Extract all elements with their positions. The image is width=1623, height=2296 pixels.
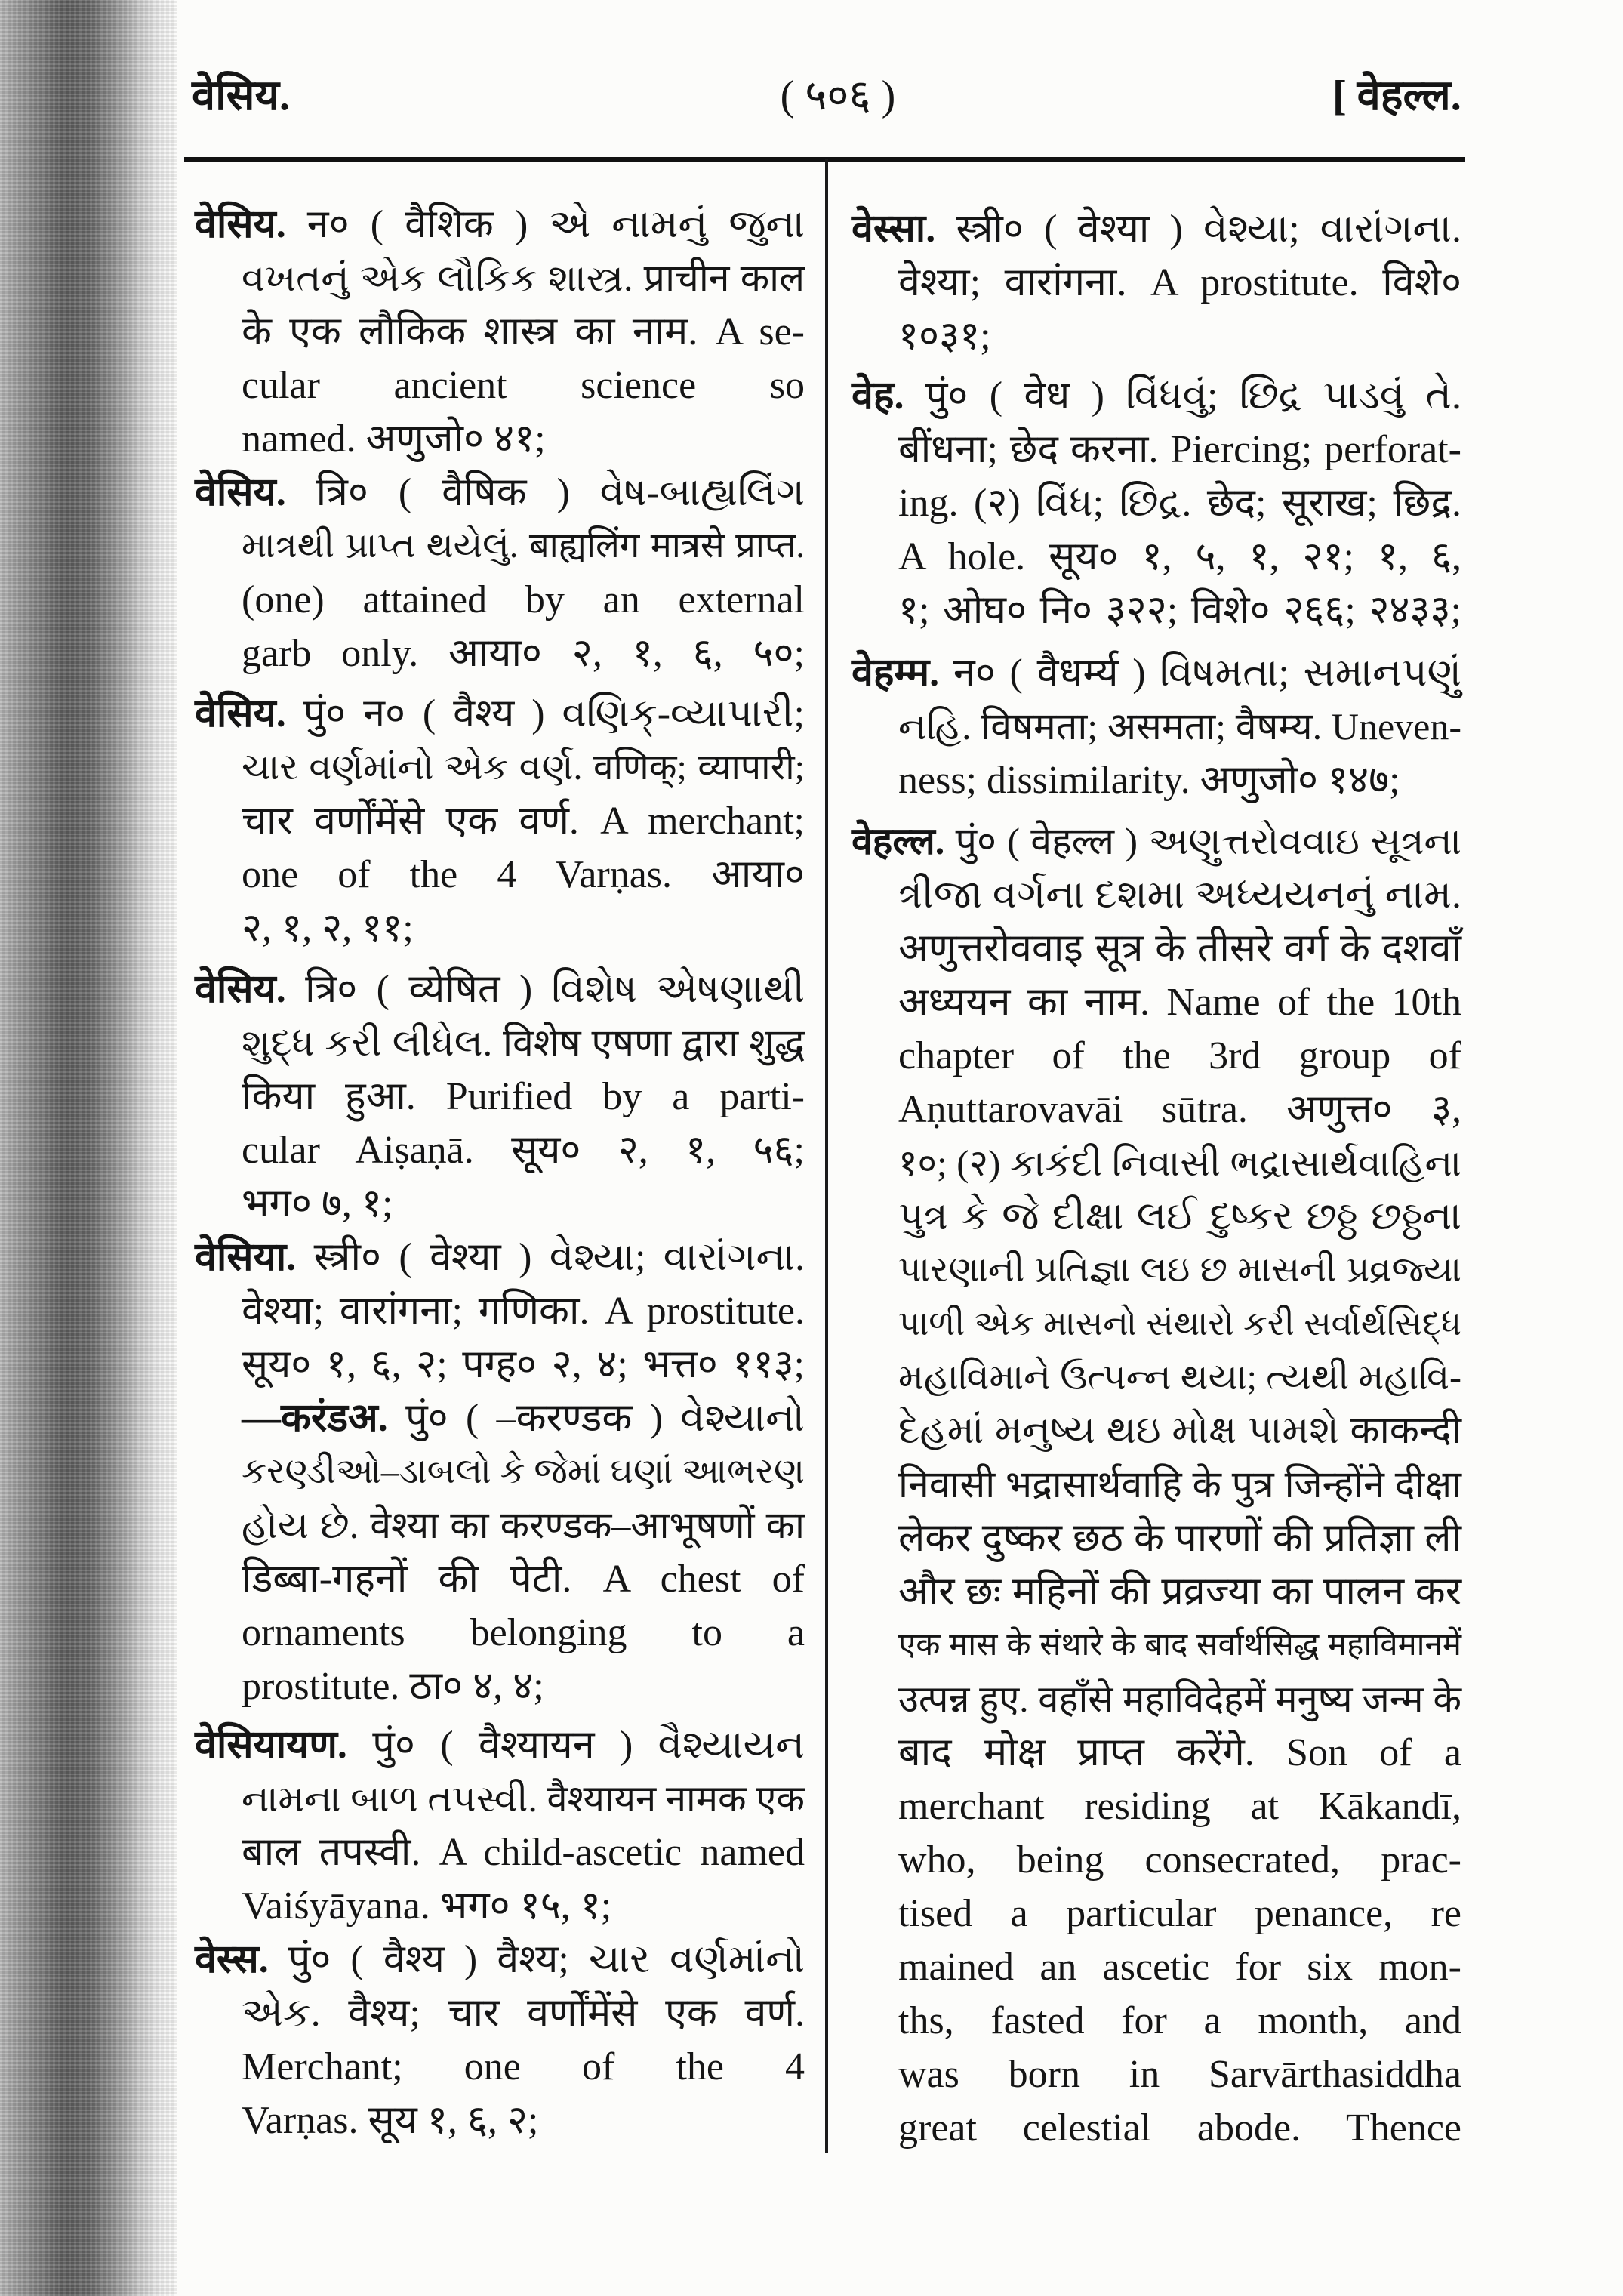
entry-line: के एक लौकिक शास्त्र का नाम. A se- <box>242 310 805 353</box>
dictionary-entry <box>195 1933 805 2147</box>
entry-line: named. अणुजो० ४१; <box>242 418 546 461</box>
entry-line: ornaments belonging to a <box>242 1611 805 1654</box>
entry-line: उत्पन्न हुए. वहाँसे महाविदेहमें मनुष्य जन्म के <box>898 1678 1461 1720</box>
dictionary-entry <box>852 815 1461 2155</box>
entry-text: पुं० ( –करण्डक ) વેશ્યાનો <box>405 1397 805 1440</box>
entry-line: वेश्या; वारांगना; गणिका. A prostitute. <box>242 1290 805 1333</box>
dictionary-entry <box>195 466 805 680</box>
entry-headword: वेहल्ल. <box>852 820 945 862</box>
entry-headword: वेह. <box>852 374 904 418</box>
entry-line: अध्ययन का नाम. Name of the 10th <box>898 981 1461 1024</box>
running-head-left: वेसिय. <box>192 72 290 119</box>
entry-text: न० ( वैशिक ) એ નામનું જુના <box>306 203 805 246</box>
entry-line: ing. (२) વિંધ; છિદ્ર. छेद; सूराख; छिद्र. <box>898 482 1461 525</box>
entry-line: बाद मोक्ष प्राप्त करेंगे. Son of a <box>898 1731 1461 1774</box>
entry-line: one of the 4 Varṇas. आया० <box>242 853 805 896</box>
entry-line: डिब्बा-गहनों की पेटी. A chest of <box>242 1558 805 1601</box>
entry-line: cular Aiṣaṇā. सूय० २, १, ५६; <box>242 1129 805 1172</box>
entry-line: વખતનું એક લૌકિક શાસ્ત્ર. प्राचीन काल <box>242 257 805 299</box>
entry-text: पुं० न० ( वैश्य ) વણિક્-વ્યાપારી; <box>303 692 805 735</box>
entry-text: पुं० ( वेध ) વિંધવું; છિદ્ર પાડવું તે. <box>925 374 1461 418</box>
entry-line: वेश्या; वारांगना. A prostitute. विशे० <box>898 261 1461 304</box>
entry-line: और छः महिनों की प्रव्रज्या का पालन कर <box>898 1570 1461 1613</box>
entry-line: મહાવિમાને ઉત્પન્ન થયા; ત્યથી મહાવિ- <box>898 1358 1461 1398</box>
entry-line: Aṇuttarovavāi sūtra. अणुत्त० ३, <box>898 1088 1461 1131</box>
entry-line <box>195 198 805 251</box>
entry-line: Vaiśyāyana. भग० १५, १; <box>242 1885 612 1928</box>
running-head-right: [ वेहल्ल. <box>1332 72 1461 119</box>
entry-line: mained an ascetic for six mon- <box>898 1946 1461 1989</box>
right-column <box>852 202 1461 2155</box>
entry-line: किया हुआ. Purified by a parti- <box>242 1075 805 1118</box>
entry-line: बींधना; छेद करना. Piercing; perforat- <box>898 428 1461 471</box>
entry-line: अणुत्तरोववाइ सूत्र के तीसरे वर्ग के दशवाँ <box>898 927 1461 970</box>
entry-text: पुं० ( वैश्यायन ) વૈશ્યાયન <box>372 1724 805 1767</box>
entry-line: chapter of the 3rd group of <box>898 1034 1461 1077</box>
entry-headword: वेसिय. <box>195 692 286 735</box>
entry-text: पुं० ( वैश्य ) वैश्य; ચાર વર્ણમાંનો <box>288 1938 805 1981</box>
entry-line: who, being consecrated, prac- <box>898 1838 1461 1881</box>
entry-headword: वेसियायण. <box>195 1724 347 1767</box>
entry-line <box>195 1231 805 1284</box>
entry-line: A hole. सूय० १, ५, १, २१; १, ६, <box>898 535 1461 578</box>
entry-headword: वेस्सा. <box>852 208 936 251</box>
entry-line: પુત્ર કે જે દીક્ષા લઈ દુષ્કર છઠ્ઠ છઠ્ઠના <box>898 1195 1461 1238</box>
entry-text: न० ( वैधर्म्य ) વિષમતા; સમાનપણું <box>953 652 1462 695</box>
entry-line <box>195 1718 805 1772</box>
entry-line: cular ancient science so <box>242 364 805 407</box>
entry-line <box>195 963 805 1016</box>
entry-line: tised a particular penance, re <box>898 1892 1461 1935</box>
entry-line <box>195 1933 805 1986</box>
entry-headword: वेसिय. <box>195 968 286 1011</box>
entry-line: એક. वैश्य; चार वर्णोंमेंसे एक वर्ण. <box>242 1992 805 2035</box>
entry-line: શુદ્ધ કરી લીધેલ. विशेष एषणा द्वारा शुद्ध <box>242 1022 805 1064</box>
left-column <box>195 198 805 2147</box>
entry-line: १; ओघ० नि० ३२२; विशे० २६६; २४३३; <box>898 589 1461 632</box>
entry-line: પાળી એક માસનો સંથારો કરી સર્વાર્થસિદ્ધ <box>898 1305 1461 1342</box>
subentry-headword: —करंडअ. <box>242 1397 388 1440</box>
entry-line: लेकर दुष्कर छठ के पारणों की प्रतिज्ञा ली <box>898 1517 1461 1560</box>
entry-line <box>195 466 805 519</box>
entry-line: निवासी भद्रासार्थवाहि के पुत्र जिन्होंने दीक्षा <box>898 1463 1461 1505</box>
dictionary-entry <box>195 963 805 1231</box>
entry-line: Merchant; one of the 4 <box>242 2045 805 2088</box>
entry-line <box>852 815 1461 868</box>
entry-line: was born in Sarvārthasiddha <box>898 2053 1461 2096</box>
dictionary-entry <box>852 202 1461 363</box>
entry-line: great celestial abode. Thence <box>898 2106 1461 2150</box>
entry-line: ચાર વર્ણમાંનો એક વર્ણ. वणिक्; व्यापारी; <box>242 747 805 787</box>
entry-line: હોય છે. वेश्या का करण्डक–आभूषणों का <box>242 1504 805 1546</box>
entry-line: પારણાની પ્રતિજ્ઞા લઇ છ માસની પ્રવ્રજ્યા <box>898 1250 1461 1290</box>
entry-line: નામના બાળ તપસ્વી. वैश्यायन नामक एक <box>242 1778 805 1820</box>
entry-line: garb only. आया० २, १, ६, ५०; <box>242 632 805 675</box>
entry-text: त्रि० ( व्येषित ) વિશેષ એષણાથી <box>305 968 805 1011</box>
entry-line: નહિ. विषमता; असमता; वैषम्य. Uneven- <box>898 705 1461 747</box>
entry-headword: वेसिय. <box>195 471 286 514</box>
entry-line: merchant residing at Kākandī, <box>898 1785 1461 1828</box>
entry-text: त्रि० ( वैषिक ) વેષ-બાહ્યલિંગ <box>316 471 805 514</box>
entry-line: Varṇas. सूय १, ६, २; <box>242 2099 539 2142</box>
dictionary-entry <box>852 646 1461 807</box>
entry-line: ths, fasted for a month, and <box>898 1999 1461 2042</box>
dictionary-entry <box>195 687 805 955</box>
dictionary-entry <box>852 369 1461 637</box>
entry-headword: वेसिया. <box>195 1236 297 1279</box>
entry-line: માત્રથી પ્રાપ્ત થયેલું. बाह्यलिंग मात्रसे प्राप्त. <box>242 526 805 566</box>
entry-line: (one) attained by an external <box>242 578 805 621</box>
page-number: ( ५०६ ) <box>780 72 896 119</box>
entry-headword: वेहम्म. <box>852 652 940 695</box>
column-divider <box>825 159 828 2153</box>
entry-line <box>195 687 805 741</box>
entry-line: २, १, २, ११; <box>242 907 414 950</box>
entry-line: દેહમાં મનુષ્ય થઇ મોક્ષ પામશે काकन्दी <box>898 1410 1461 1452</box>
entry-text: पुं० ( वेहल्ल ) અણુત્તરોવવાઇ સૂત્રના <box>955 820 1461 862</box>
entry-line: बाल तपस्वी. A child-ascetic named <box>242 1831 805 1874</box>
entry-text: स्त्री० ( वेश्या ) વેશ્યા; વારાંગના. <box>313 1236 805 1279</box>
dictionary-entry <box>195 1231 805 1713</box>
entry-line <box>852 202 1461 256</box>
entry-line <box>852 646 1461 700</box>
entry-headword: वेसिय. <box>195 203 286 246</box>
entry-line <box>195 1391 805 1445</box>
entry-line: ત્રીજા વર્ગના દશમા અધ્યયનનું નામ. <box>898 874 1461 917</box>
scan-binding-shadow <box>0 0 177 2296</box>
dictionary-entry <box>195 198 805 466</box>
entry-line: सूय० १, ६, २; पग्ह० २, ४; भत्त० ११३; <box>242 1343 805 1386</box>
dictionary-entry <box>195 1718 805 1933</box>
entry-headword: वेस्स. <box>195 1938 269 1981</box>
entry-line: કરણ્ડીઓ–ડાબલો કે જેમાં ઘણાં આભરણ <box>242 1452 805 1491</box>
entry-line: १०३१; <box>898 315 991 358</box>
entry-line: prostitute. ठा० ४, ४; <box>242 1665 544 1708</box>
entry-line: १०; (२) કાકંદી નિવાસી ભદ્રાસાર્થવાહિના <box>898 1142 1461 1184</box>
entry-line: ness; dissimilarity. अणुजो० १४७; <box>898 759 1400 802</box>
entry-line <box>852 369 1461 423</box>
entry-line: भग० ७, १; <box>242 1182 393 1225</box>
entry-line: एक मास के संथारे के बाद सर्वार्थसिद्ध महाविमानमें <box>898 1628 1461 1663</box>
entry-line: चार वर्णोंमेंसे एक वर्ण. A merchant; <box>242 800 805 843</box>
entry-text: स्त्री० ( वेश्या ) વેશ્યા; વારાંગના. <box>956 208 1461 251</box>
dictionary-subentry <box>195 1391 805 1713</box>
